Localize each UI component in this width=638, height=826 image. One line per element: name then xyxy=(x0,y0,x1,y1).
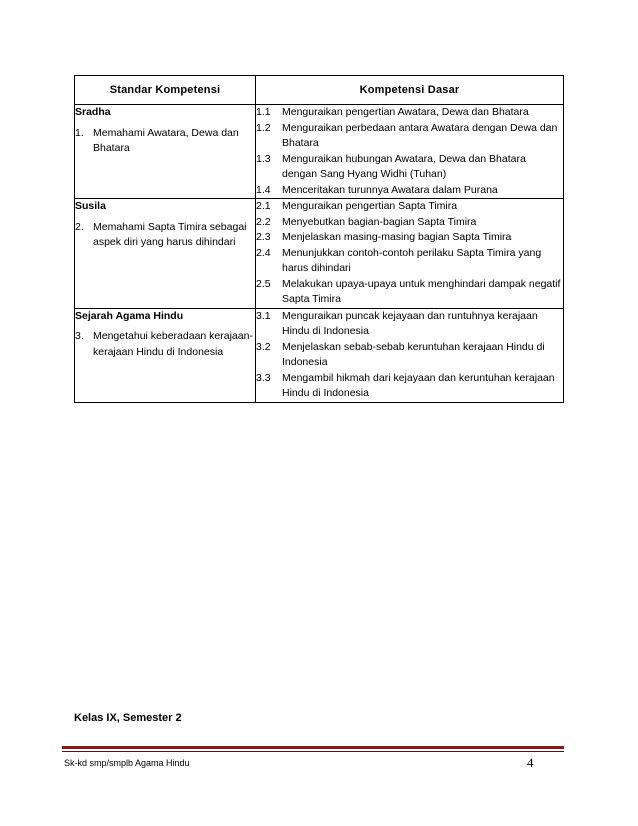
footer-rule-thin xyxy=(62,751,564,752)
sk-number: 3. xyxy=(75,330,84,342)
kompetensi-dasar-cell xyxy=(256,308,564,402)
table-body xyxy=(75,105,564,403)
kd-number: 2.2 xyxy=(256,215,271,228)
kompetensi-dasar-item xyxy=(256,309,563,340)
kompetensi-dasar-item xyxy=(256,199,563,215)
kd-number: 2.4 xyxy=(256,246,271,259)
kd-number: 1.2 xyxy=(256,121,271,134)
kd-text: Menguraikan puncak kejayaan dan runtuhnya kerajaan Hindu di Indonesia xyxy=(282,309,538,337)
kd-number: 3.2 xyxy=(256,340,271,353)
table-header-row xyxy=(75,76,564,105)
table-row xyxy=(75,308,564,402)
kompetensi-dasar-item xyxy=(256,183,563,199)
class-semester-title: Kelas IX, Semester 2 xyxy=(74,712,182,724)
kd-text: Menguraikan pengertian Awatara, Dewa dan Bhatara xyxy=(282,106,529,118)
kompetensi-dasar-item xyxy=(256,105,563,121)
kompetensi-dasar-item xyxy=(256,340,563,371)
kompetensi-dasar-item xyxy=(256,277,563,308)
kd-number: 2.3 xyxy=(256,231,271,243)
kd-number: 2.1 xyxy=(256,200,271,212)
footer-document-name: Sk-kd smp/smplb Agama Hindu xyxy=(64,758,190,768)
sk-text: Mengetahui keberadaan kerajaan- kerajaan Hindu di Indonesia xyxy=(93,330,253,358)
kd-number: 1.4 xyxy=(256,183,271,196)
standar-kompetensi-item xyxy=(75,329,255,360)
kd-text: Menguraikan pengertian Sapta Timira xyxy=(282,200,458,212)
standar-kompetensi-cell xyxy=(75,308,256,402)
kd-text: Menyebutkan bagian-bagian Sapta Timira xyxy=(282,215,477,228)
standar-kompetensi-item xyxy=(75,220,255,251)
kompetensi-dasar-item xyxy=(256,121,563,152)
kd-text: Menguraikan hubungan Awatara, Dewa dan Bhatara dengan Sang Hyang Widhi (Tuhan) xyxy=(282,152,526,180)
kd-number: 1.1 xyxy=(256,106,271,118)
kd-text: Menunjukkan contoh-contoh perilaku Sapta Timira yang harus dihindari xyxy=(282,246,542,274)
header-standar-kompetensi: Standar Kompetensi xyxy=(75,76,256,105)
sk-number: 1. xyxy=(75,126,84,139)
page-number: 4 xyxy=(527,755,534,770)
kd-number: 3.1 xyxy=(256,309,271,322)
kd-text: Mengambil hikmah dari kejayaan dan keruntuhan kerajaan Hindu di Indonesia xyxy=(282,371,555,399)
footer-rule-thick xyxy=(62,746,564,749)
standar-kompetensi-cell xyxy=(75,199,256,309)
kd-text: Menceritakan turunnya Awatara dalam Purana xyxy=(282,183,498,196)
standar-kompetensi-item xyxy=(75,126,255,157)
sk-text: Memahami Awatara, Dewa dan Bhatara xyxy=(93,126,239,154)
subject-title: Sradha xyxy=(75,106,111,118)
kompetensi-dasar-item xyxy=(256,215,563,231)
kd-number: 2.5 xyxy=(256,277,271,290)
sk-number: 2. xyxy=(75,220,84,233)
kompetensi-dasar-item xyxy=(256,371,563,402)
kompetensi-dasar-item xyxy=(256,230,563,246)
kompetensi-dasar-cell xyxy=(256,199,564,309)
standar-kompetensi-cell xyxy=(75,105,256,199)
kd-text: Melakukan upaya-upaya untuk menghindari dampak negatif Sapta Timira xyxy=(282,277,561,305)
kompetensi-dasar-item xyxy=(256,246,563,277)
header-kompetensi-dasar: Kompetensi Dasar xyxy=(256,76,564,105)
table-row xyxy=(75,199,564,309)
table-row xyxy=(75,105,564,199)
kd-number: 3.3 xyxy=(256,371,271,384)
kompetensi-dasar-item xyxy=(256,152,563,183)
kd-text: Menjelaskan masing-masing bagian Sapta Timira xyxy=(282,231,512,243)
subject-title: Susila xyxy=(75,200,106,212)
kompetensi-dasar-cell xyxy=(256,105,564,199)
sk-text: Memahami Sapta Timira sebagai aspek diri yang harus dihindari xyxy=(93,220,247,248)
subject-title: Sejarah Agama Hindu xyxy=(75,309,184,322)
kd-number: 1.3 xyxy=(256,152,271,165)
kd-text: Menjelaskan sebab-sebab keruntuhan kerajaan Hindu di Indonesia xyxy=(282,340,545,368)
kd-text: Menguraikan perbedaan antara Awatara dengan Dewa dan Bhatara xyxy=(282,121,558,149)
competency-table xyxy=(74,75,564,403)
